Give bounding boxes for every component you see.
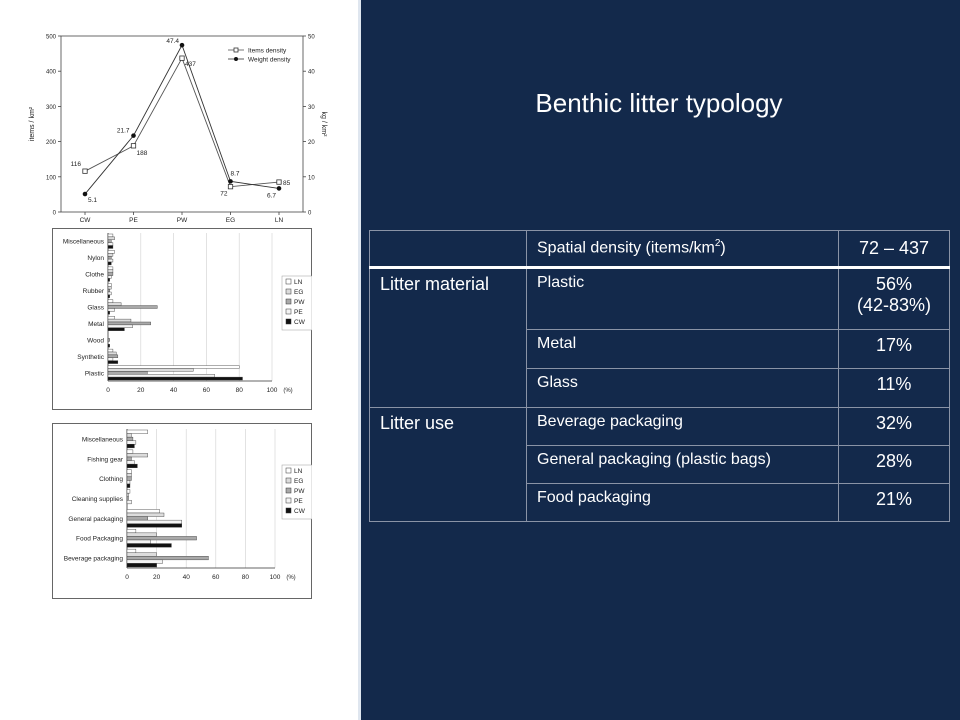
bar-pe: [108, 325, 133, 328]
legend-swatch-cw: [286, 508, 291, 513]
legend-swatch-pw: [286, 488, 291, 493]
bar-eg: [108, 270, 113, 273]
material-value-glass: 11%: [839, 369, 950, 408]
bar-eg: [108, 368, 193, 371]
bar-pw: [127, 437, 133, 441]
items-density-point: [228, 184, 232, 188]
bar-pe: [108, 358, 113, 361]
x-tick-label: 100: [266, 387, 278, 394]
bar-eg: [127, 513, 164, 517]
bar-eg: [108, 352, 116, 355]
material-value-metal: 17%: [839, 330, 950, 369]
x-unit-label: (%): [283, 388, 293, 394]
items-density-point: [83, 169, 87, 173]
legend-swatch-ln: [286, 279, 291, 284]
x-tick-label: 60: [202, 387, 211, 394]
chart-border: [53, 424, 312, 599]
bar-pw: [108, 338, 110, 341]
weight-density-point: [277, 186, 282, 191]
spatial-density-label: Spatial density $(items/km^2)$: [527, 231, 839, 268]
material-item-plastic: Plastic: [527, 268, 839, 330]
bar-ln: [127, 430, 148, 434]
bar-pe: [127, 461, 134, 465]
x-tick-label: 100: [269, 574, 281, 581]
y-tick-label: 400: [45, 69, 56, 76]
y2-tick-label: 0: [308, 210, 312, 217]
bar-ln: [127, 450, 133, 454]
y-tick-label: 500: [45, 34, 56, 41]
items-density-data-label: 72: [220, 190, 228, 198]
table-row: [370, 408, 950, 446]
bar-cw: [127, 544, 171, 548]
material-value-plastic: 56% (42-83%): [839, 268, 950, 330]
bar-eg: [108, 286, 111, 289]
bar-pe: [108, 374, 215, 377]
bar-pw: [127, 517, 148, 521]
x-tick-label: PE: [129, 217, 138, 224]
legend-label-eg: EG: [294, 289, 304, 296]
weight-density-data-label: 47.4: [166, 38, 179, 46]
weight-density-point: [180, 43, 185, 48]
bar-cw: [108, 246, 113, 249]
category-label: Clothe: [85, 271, 104, 279]
items-density-data-label: 116: [70, 161, 81, 169]
weight-density-data-label: 21.7: [116, 127, 130, 135]
material-item-metal: Metal: [527, 330, 839, 369]
slide-title: Benthic litter typology: [535, 88, 783, 118]
bar-pw: [108, 355, 118, 358]
bar-pe: [127, 500, 131, 504]
bar-cw: [108, 377, 242, 380]
bar-pe: [127, 480, 130, 484]
y2-tick-label: 40: [308, 69, 315, 76]
bar-pw: [127, 556, 208, 560]
material-bar-chart: [52, 228, 312, 410]
category-label: Clothing: [99, 476, 123, 484]
y2-tick-label: 10: [308, 175, 315, 182]
bar-eg: [108, 319, 131, 322]
legend-swatch-pe: [286, 498, 291, 503]
x-tick-label: 20: [137, 387, 145, 394]
bar-eg: [108, 303, 121, 306]
category-label: Miscellaneous: [62, 238, 104, 246]
bar-eg: [127, 453, 148, 457]
bar-ln: [127, 529, 136, 533]
summary-table: [369, 230, 950, 522]
x-tick-label: 80: [235, 387, 243, 394]
y2-axis-label: kg / km²: [320, 111, 327, 137]
bar-eg: [127, 553, 157, 557]
x-tick-label: 40: [169, 387, 178, 394]
x-tick-label: 60: [212, 574, 220, 581]
y-tick-label: 100: [45, 175, 56, 182]
bar-eg: [127, 434, 131, 438]
legend-label-cw: CW: [294, 508, 305, 515]
use-value-beverage: 32%: [839, 408, 950, 446]
category-label: Miscellaneous: [81, 436, 123, 444]
x-tick-label: CW: [79, 217, 91, 224]
x-tick-label: 20: [152, 574, 161, 581]
bar-ln: [127, 470, 131, 474]
x-tick-label: 80: [241, 574, 250, 581]
items-density-data-label: 85: [283, 180, 291, 188]
legend-label-pw: PW: [294, 488, 305, 495]
bar-eg: [127, 533, 157, 537]
legend-label-items-density: Items density: [248, 47, 287, 55]
use-item-food: Food packaging: [527, 484, 839, 522]
legend-swatch-pw: [286, 299, 291, 304]
bar-cw: [108, 361, 118, 364]
bar-pe: [108, 292, 111, 295]
category-label: Nylon: [87, 255, 104, 263]
items-density-data-label: 188: [136, 149, 148, 157]
bar-eg: [127, 493, 128, 497]
x-tick-label: 40: [182, 574, 190, 581]
series-line-items-density: [85, 58, 279, 186]
weight-density-data-label: 5.1: [88, 197, 98, 205]
material-item-glass: Glass: [527, 369, 839, 408]
bar-pe: [127, 520, 182, 524]
legend-label-pw: PW: [294, 299, 305, 306]
bar-ln: [127, 549, 136, 553]
bar-eg: [127, 473, 131, 477]
use-value-general: 28%: [839, 446, 950, 484]
bar-cw: [127, 563, 157, 567]
bar-cw: [127, 444, 134, 448]
legend-label-ln: LN: [294, 279, 303, 286]
y2-tick-label: 30: [308, 104, 315, 111]
bar-cw: [127, 464, 137, 468]
bar-ln: [127, 509, 160, 513]
bar-pw: [127, 477, 131, 481]
x-tick-label: 0: [125, 574, 129, 581]
figure-panel: [0, 0, 358, 720]
spatial-density-value: 72 – 437: [839, 231, 950, 268]
legend-swatch-pe: [286, 309, 291, 314]
legend-label-eg: EG: [294, 478, 304, 485]
bar-pe: [108, 308, 115, 311]
category-label: Wood: [87, 337, 104, 345]
x-tick-label: 0: [106, 387, 110, 394]
bar-pw: [108, 273, 113, 276]
legend-swatch-eg: [286, 478, 291, 483]
category-label: Cleaning supplies: [71, 496, 123, 503]
litter-material-category: Litter material: [370, 268, 527, 408]
y-axis-label: items / km²: [29, 106, 36, 142]
y2-tick-label: 20: [308, 140, 315, 147]
legend-label-weight-density: Weight density: [248, 56, 291, 64]
items-density-data-label: 437: [185, 61, 196, 69]
bar-pe: [108, 276, 111, 279]
bar-ln: [108, 267, 113, 270]
category-label: Beverage packaging: [63, 555, 123, 563]
x-tick-label: PW: [176, 217, 188, 224]
category-label: Glass: [87, 304, 104, 312]
weight-density-data-label: 6.7: [266, 192, 276, 200]
items-density-point: [131, 144, 135, 148]
category-label: Rubber: [82, 288, 104, 296]
category-label: Food Packaging: [76, 535, 123, 543]
category-label: Plastic: [84, 370, 104, 378]
bar-ln: [108, 234, 113, 237]
use-bar-chart: [52, 423, 312, 599]
bar-pw: [127, 536, 197, 540]
legend-marker-weight-density: [234, 57, 238, 61]
bar-ln: [108, 283, 111, 286]
items-density-point: [277, 180, 281, 184]
category-label: Synthetic: [77, 353, 104, 361]
series-line-weight-density: [85, 45, 279, 194]
bar-pw: [108, 289, 110, 292]
legend-label-pe: PE: [294, 498, 303, 505]
slide-panel: [358, 0, 960, 720]
legend-swatch-eg: [286, 289, 291, 294]
bar-pe: [108, 259, 113, 262]
use-item-beverage: Beverage packaging: [527, 408, 839, 446]
category-label: General packaging: [68, 515, 123, 523]
bar-ln: [108, 316, 115, 319]
bar-pw: [108, 256, 111, 259]
bar-eg: [108, 253, 113, 256]
bar-cw: [127, 524, 182, 528]
y2-tick-label: 50: [308, 34, 315, 41]
legend-swatch-ln: [286, 468, 291, 473]
legend-label-cw: CW: [294, 319, 305, 326]
weight-density-point: [228, 179, 233, 184]
bar-pe: [127, 540, 151, 544]
bar-ln: [108, 300, 113, 303]
weight-density-point: [131, 133, 136, 138]
table-header-row: [370, 231, 950, 268]
bar-cw: [127, 484, 130, 488]
bar-cw: [108, 328, 124, 331]
bar-pw: [127, 497, 128, 501]
bar-pe: [108, 243, 113, 246]
bar-pw: [127, 457, 131, 461]
x-unit-label: (%): [286, 575, 296, 581]
legend-label-ln: LN: [294, 468, 303, 475]
bar-pe: [127, 560, 163, 564]
bar-ln: [108, 250, 115, 253]
table-row: [370, 268, 950, 330]
x-tick-label: LN: [274, 217, 284, 224]
use-value-food: 21%: [839, 484, 950, 522]
bar-pw: [108, 240, 111, 243]
bar-pe: [127, 441, 136, 445]
legend-marker-items-density: [234, 48, 238, 52]
y-tick-label: 200: [45, 140, 56, 147]
y-tick-label: 0: [52, 210, 56, 217]
y-tick-label: 300: [45, 104, 56, 111]
bar-cw: [108, 278, 110, 281]
use-item-general: General packaging (plastic bags): [527, 446, 839, 484]
table-corner-cell: [370, 231, 527, 268]
legend-label-pe: PE: [294, 309, 303, 316]
litter-use-category: Litter use: [370, 408, 527, 522]
weight-density-data-label: 8.7: [230, 170, 240, 178]
bar-cw: [108, 262, 111, 265]
weight-density-point: [83, 192, 88, 197]
bar-eg: [108, 237, 115, 240]
density-line-chart: [20, 28, 330, 228]
bar-pw: [108, 306, 157, 309]
bar-cw: [108, 344, 110, 347]
bar-cw: [108, 295, 110, 298]
bar-ln: [108, 366, 239, 369]
bar-ln: [108, 349, 113, 352]
bar-pw: [108, 371, 147, 374]
category-label: Metal: [88, 320, 104, 328]
bar-cw: [108, 311, 110, 314]
items-density-point: [180, 56, 184, 60]
legend-swatch-cw: [286, 319, 291, 324]
bar-pw: [108, 322, 151, 325]
category-label: Fishing gear: [87, 456, 123, 464]
x-tick-label: EG: [225, 217, 236, 224]
bar-ln: [127, 490, 130, 494]
